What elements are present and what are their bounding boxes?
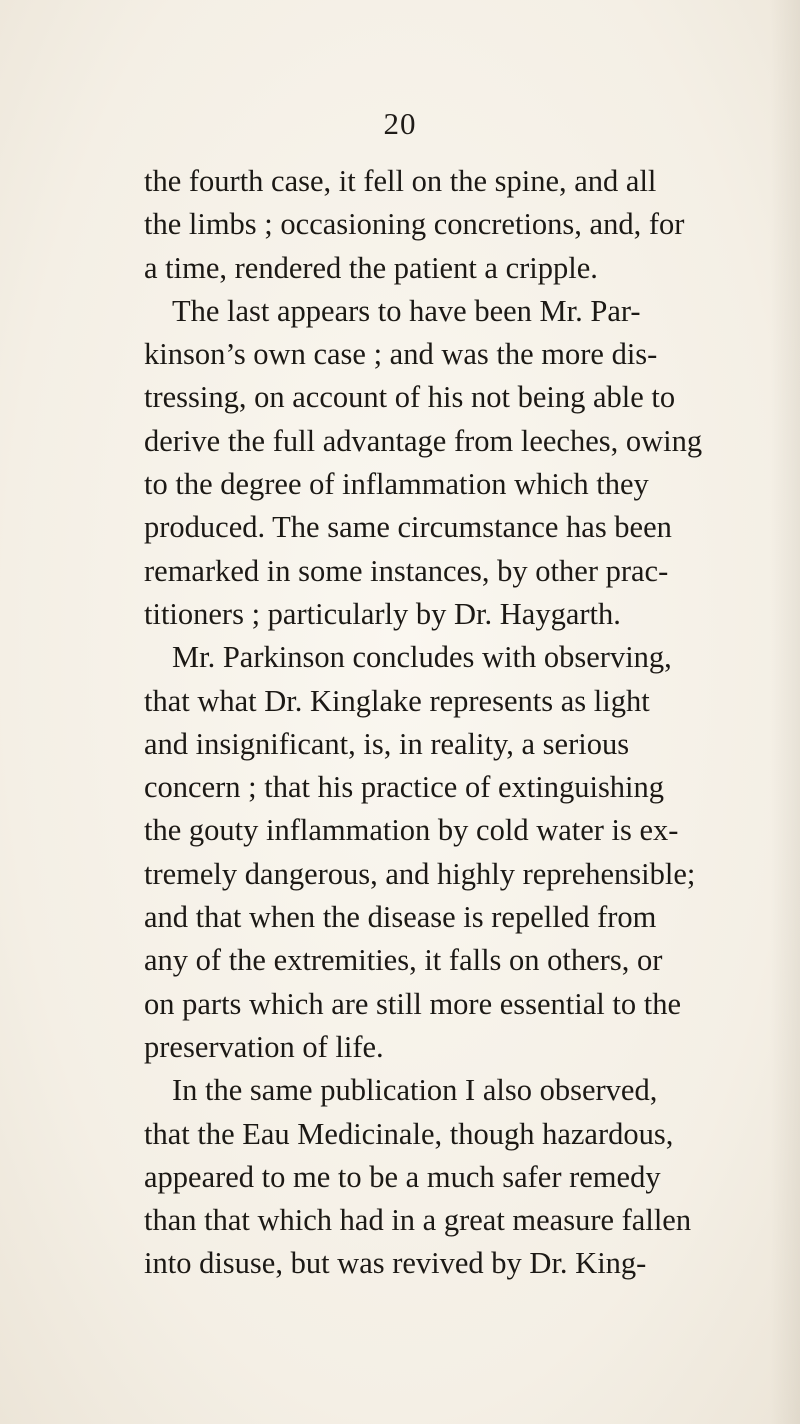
text-line: appeared to me to be a much safer remedy xyxy=(144,1159,661,1194)
text-line: remarked in some instances, by other prac- xyxy=(144,553,669,588)
text-line: the gouty inflammation by cold water is ex- xyxy=(144,813,679,848)
text-line: derive the full advantage from leeches, owing xyxy=(144,423,703,458)
text-line: any of the extremities, it falls on others, or xyxy=(144,943,663,978)
text-line: that what Dr. Kinglake represents as light xyxy=(144,683,650,718)
text-line: than that which had in a great measure fallen xyxy=(144,1203,692,1238)
text-line: kinson’s own case ; and was the more dis- xyxy=(144,337,658,372)
text-line: and insignificant, is, in reality, a serious xyxy=(144,726,630,761)
text-line: In the same publication I also observed, xyxy=(172,1073,658,1108)
text-line: produced. The same circumstance has been xyxy=(144,510,672,545)
text-line: concern ; that his practice of extinguishing xyxy=(144,770,665,805)
text-line: a time, rendered the patient a cripple. xyxy=(144,250,598,285)
body-text xyxy=(144,160,800,1286)
text-line: into disuse, but was revived by Dr. King- xyxy=(144,1246,647,1281)
text-line: preservation of life. xyxy=(144,1029,384,1064)
text-line: The last appears to have been Mr. Par- xyxy=(172,293,641,328)
text-line: on parts which are still more essential to the xyxy=(144,986,681,1021)
text-line: to the degree of inflammation which they xyxy=(144,467,649,502)
page-number: 20 xyxy=(383,106,417,141)
text-line: the limbs ; occasioning concretions, and, for xyxy=(144,207,685,242)
text-line: titioners ; particularly by Dr. Haygarth. xyxy=(144,596,621,631)
text-line: that the Eau Medicinale, though hazardous, xyxy=(144,1116,674,1151)
text-line: and that when the disease is repelled from xyxy=(144,900,657,935)
text-line: Mr. Parkinson concludes with observing, xyxy=(172,640,672,675)
text-line: tressing, on account of his not being able to xyxy=(144,380,676,415)
text-line: tremely dangerous, and highly reprehensible; xyxy=(144,856,696,891)
text-line: the fourth case, it fell on the spine, and all xyxy=(144,164,657,198)
